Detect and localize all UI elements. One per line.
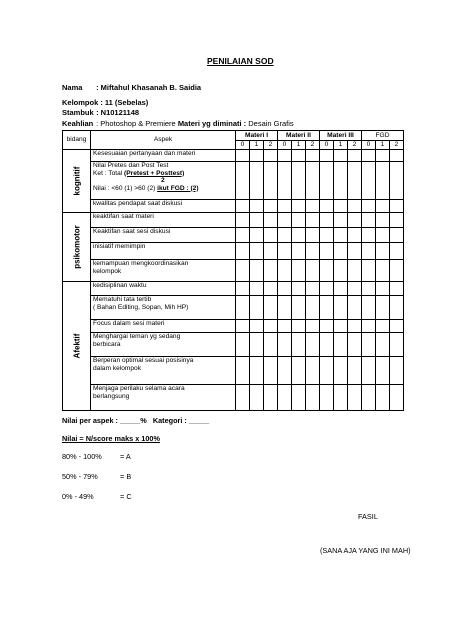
aspek-cell [91, 333, 236, 357]
materi-diminati-value: Desain Grafis [246, 119, 294, 128]
assessment-table [62, 130, 404, 411]
header-bidang: bidang [63, 131, 91, 150]
ket-label: Ket : Total [93, 169, 125, 177]
table-row [63, 320, 404, 333]
ket-formula: (Pretest + Posttest) [124, 169, 185, 177]
aspek-line: Menjaga perilaku selama acara [93, 385, 185, 392]
scale-2: 2 [306, 141, 320, 150]
aspek-line: 2 [161, 177, 165, 184]
table-row [63, 162, 404, 200]
category-psikomotor [63, 213, 91, 282]
stambuk-row [62, 108, 139, 117]
header-fgd: FGD [362, 131, 404, 141]
scale-0: 0 [320, 141, 334, 150]
stambuk-value: : N10121148 [96, 108, 140, 117]
header-row [63, 131, 404, 141]
nama-value: : Miftahul Khasanah B. Saidia [96, 83, 202, 92]
aspek-line: kelompok [93, 267, 122, 275]
page-title: PENILAIAN SOD [207, 56, 274, 66]
grade-range: 80% - 100% [62, 452, 102, 461]
scale-2: 2 [264, 141, 278, 150]
scale-2: 2 [348, 141, 362, 150]
aspek-cell: kedisiplinan waktu [91, 282, 236, 296]
aspek-cell: kwalitas pendapat saat diskusi [91, 200, 236, 213]
grade-letter: = B [120, 472, 132, 481]
keahlian-value: : Photoshop & Premiere [96, 119, 178, 128]
fasil-signature: (SANA AJA YANG INI MAH) [320, 546, 411, 555]
category-afektif [63, 282, 91, 411]
grade-row-a [62, 452, 131, 461]
table-row [63, 243, 404, 260]
nama-row [62, 83, 201, 92]
grade-row-c [62, 492, 132, 501]
table-row [63, 228, 404, 243]
scale-1: 1 [334, 141, 348, 150]
score-formula: Nilai = N/score maks x 100% [62, 434, 160, 443]
aspek-line [93, 185, 233, 193]
aspek-line: Nilai Pretes dan Post Test [93, 162, 169, 169]
aspek-line: ( Bahan Editing, Sopan, Mih HP) [93, 303, 189, 311]
aspek-line: Menghargai teman yg sedang [93, 333, 181, 340]
scale-0: 0 [236, 141, 250, 150]
materi-diminati-label: Materi yg diminati : [177, 119, 247, 128]
table-row [63, 333, 404, 357]
keahlian-label: Keahlian [62, 119, 94, 128]
grade-row-b [62, 472, 131, 481]
grade-range: 0% - 49% [62, 492, 94, 501]
header-materi-2: Materi II [278, 131, 320, 141]
fasil-label: FASIL [358, 512, 378, 521]
aspek-cell [91, 260, 236, 282]
table-row [63, 385, 404, 411]
aspek-cell [91, 296, 236, 320]
grade-range: 50% - 79% [62, 472, 98, 481]
aspek-cell: inisiatif memimpin [91, 243, 236, 260]
aspek-line: berbicara [93, 340, 121, 348]
aspek-line: berlangsung [93, 392, 130, 400]
table-row [63, 150, 404, 162]
category-label: kognitif [71, 166, 81, 196]
aspek-line: dalam kelompok [93, 364, 142, 372]
aspek-cell [91, 357, 236, 385]
table-row [63, 282, 404, 296]
nilai-per-aspek-label: Nilai per aspek : _____% [62, 416, 149, 425]
header-materi-3: Materi III [320, 131, 362, 141]
header-aspek: Aspek [91, 131, 236, 150]
header-materi-1: Materi I [236, 131, 278, 141]
scale-0: 0 [362, 141, 376, 150]
aspek-cell: Focus dalam sesi materi [91, 320, 236, 333]
aspek-line: Mematuhi tata tertib [93, 296, 152, 303]
fgd-rule: ikut FGD : (2) [157, 184, 199, 192]
grade-letter: = A [120, 452, 131, 461]
scale-2: 2 [390, 141, 404, 150]
aspek-line: kemampuan mengkoordinasikan [93, 260, 189, 267]
grade-letter: = C [120, 492, 132, 501]
category-label: Afektif [71, 333, 81, 359]
scale-0: 0 [278, 141, 292, 150]
nama-label: Nama [62, 83, 83, 92]
table-row [63, 213, 404, 228]
stambuk-label: Stambuk [62, 108, 94, 117]
category-kognitif [63, 150, 91, 213]
table-row [63, 200, 404, 213]
aspek-cell: Kesesuaian pertanyaan dan materi [91, 150, 236, 162]
scale-1: 1 [376, 141, 390, 150]
aspek-cell: Keaktifan saat sesi diskusi [91, 228, 236, 243]
kelompok-row: Kelompok : 11 (Sebelas) [62, 98, 149, 107]
nilai-rule: Nilai : <60 (1) >60 (2) [93, 184, 158, 192]
nilai-per-aspek [62, 416, 209, 425]
aspek-cell [91, 162, 236, 200]
table-row [63, 357, 404, 385]
table-row [63, 260, 404, 282]
aspek-cell: keaktifan saat materi [91, 213, 236, 228]
table-row [63, 296, 404, 320]
scale-1: 1 [292, 141, 306, 150]
kategori-label: Kategori : _____ [152, 416, 210, 425]
keahlian-row [62, 119, 294, 128]
aspek-line [93, 170, 233, 178]
aspek-line: Berperan optimal sesuai posisinya [93, 357, 194, 364]
aspek-cell [91, 385, 236, 411]
scale-1: 1 [250, 141, 264, 150]
category-label: psikomotor [71, 225, 81, 269]
